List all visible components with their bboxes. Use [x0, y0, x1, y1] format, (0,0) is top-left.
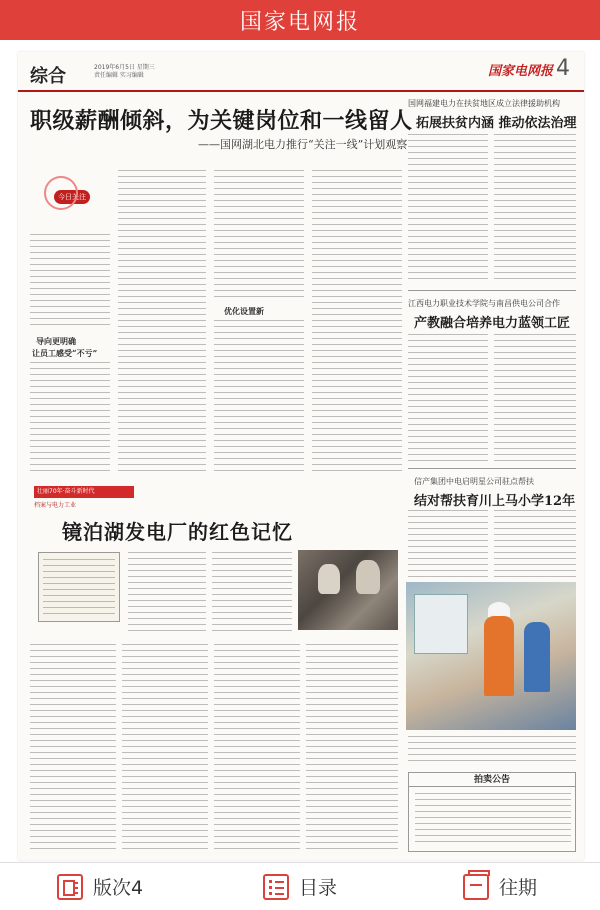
text-column: [122, 644, 208, 854]
story-headline-3[interactable]: 结对帮扶育川上马小学12年: [414, 494, 576, 509]
text-column: [214, 644, 300, 854]
photo-worker: [484, 616, 514, 696]
text-column: [43, 559, 115, 617]
feature-headline[interactable]: 镜泊湖发电厂的红色记忆: [62, 520, 293, 544]
photo-poster: [414, 594, 468, 654]
text-column: [408, 334, 488, 464]
feature-intro-box: [38, 552, 120, 622]
lead-headline[interactable]: 职级薪酬倾斜，为关键岗位和一线留人: [30, 108, 413, 134]
issue-date: 2019年6月5日 星期三: [94, 64, 155, 71]
bottom-nav: [0, 862, 600, 910]
text-column: [306, 644, 398, 854]
section-name: 综合: [30, 66, 66, 87]
text-column: [494, 334, 576, 464]
story-headline-2[interactable]: 产教融合培养电力蓝领工匠: [414, 316, 571, 331]
feature-subtag: 档案与电力工业: [34, 502, 77, 509]
text-column: [212, 552, 292, 636]
comment-circle-icon: [44, 176, 78, 210]
text-column: [415, 793, 571, 847]
issue-meta: [94, 64, 254, 80]
nav-toc-label: 目录: [298, 877, 337, 899]
photo-figure: [318, 564, 340, 594]
newspaper-icon: [57, 874, 83, 900]
text-column: [494, 134, 576, 284]
comment-box: [32, 172, 106, 230]
issue-editors: 责任编辑 实习编辑: [94, 72, 144, 79]
nav-past-button[interactable]: [400, 873, 600, 900]
auction-title: 拍卖公告: [409, 773, 575, 787]
text-column: [214, 320, 304, 474]
divider: [408, 290, 576, 291]
story-headline-1[interactable]: 拓展扶贫内涵 推动依法治理: [416, 116, 577, 131]
newspaper-page[interactable]: [18, 52, 584, 860]
nav-edition-label: 版次4: [92, 877, 144, 899]
masthead: [18, 52, 584, 92]
paper-logo: 国家电网报: [488, 64, 554, 79]
text-column: [30, 234, 110, 330]
news-photo[interactable]: [406, 582, 576, 730]
nav-edition-button[interactable]: [0, 873, 200, 900]
nav-toc-button[interactable]: [200, 873, 400, 900]
story-kicker-2: 江西电力职业技术学院与南昌供电公司合作: [408, 299, 560, 308]
feature-tag-label: 壮丽70年·奋斗新时代: [37, 488, 95, 495]
story-kicker-3: 信产集团中电启明星公司驻点帮扶: [414, 477, 534, 486]
photo-caption: [408, 736, 576, 766]
text-column: [118, 170, 206, 474]
story-kicker-1: 国网福建电力在扶贫地区成立法律援助机构: [408, 99, 560, 108]
text-column: [494, 510, 576, 578]
nav-past-label: 往期: [498, 877, 537, 899]
text-column: [408, 510, 488, 578]
auction-notice[interactable]: [408, 772, 576, 852]
feature-tag: [34, 486, 134, 498]
historic-photo[interactable]: [298, 550, 398, 630]
comment-badge: 今日关注: [54, 190, 90, 204]
photo-figure: [356, 560, 380, 594]
text-column: [408, 134, 488, 284]
page-number: 4: [556, 56, 570, 81]
text-column: [30, 644, 116, 854]
text-column: [214, 170, 304, 300]
photo-child: [524, 622, 550, 692]
app-title: 国家电网报: [239, 9, 360, 35]
calendar-icon: [463, 874, 489, 900]
list-icon: [263, 874, 289, 900]
lead-subhead: ——国网湖北电力推行“关注一线”计划观察: [198, 138, 408, 151]
text-column: [30, 362, 110, 474]
divider: [408, 468, 576, 469]
section-subhead-3: 优化设置新: [224, 306, 264, 316]
section-subhead-1: 导向更明确: [36, 336, 76, 346]
app-header: [0, 0, 600, 40]
text-column: [312, 170, 402, 474]
section-subhead-2: 让员工感受“不亏”: [32, 348, 98, 358]
text-column: [128, 552, 206, 636]
